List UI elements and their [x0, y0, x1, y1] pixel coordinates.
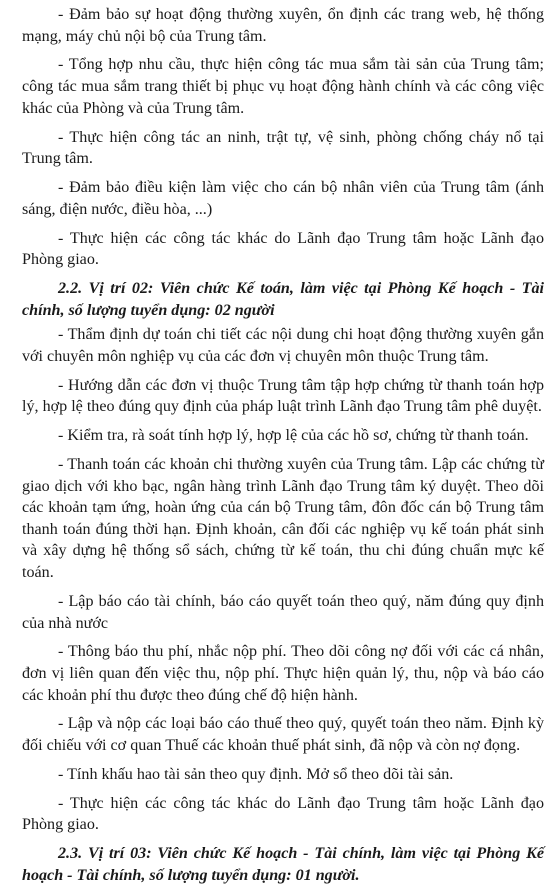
duty-item: - Đảm bảo sự hoạt động thường xuyên, ổn định các trang web, hệ thống mạng, máy chủ nội bộ của Trung tâm. [22, 6, 544, 45]
duty-item: - Lập báo cáo tài chính, báo cáo quyết toán theo quý, năm đúng quy định của nhà nước [22, 592, 544, 632]
document-page [22, 4, 544, 890]
duty-item: - Kiểm tra, rà soát tính hợp lý, hợp lệ của các hồ sơ, chứng từ thanh toán. [58, 427, 529, 445]
duty-item: - Thẩm định dự toán chi tiết các nội dung chi hoạt động thường xuyên gắn với chuyên môn nghiệp vụ của các đơn vị chuyên môn thuộc Trung tâm. [22, 326, 544, 365]
duty-item: - Thanh toán các khoản chi thường xuyên của Trung tâm. Lập các chứng từ giao dịch với kho bạc, ngân hàng trình Lãnh đạo Trung tâm ký duyệt. Theo dõi các khoản tạm ứng, hoàn ứng của cán bộ Trung tâm, đôn đốc cán bộ Trung tâm thanh toán đúng thời hạn. Định khoản, cân đối các nghiệp vụ kế toán phát sinh và xây dựng hệ thống sổ sách, chứng từ kế toán, thu chi đúng chuẩn mực kế toán. [22, 456, 544, 582]
duty-item: - Hướng dẫn các đơn vị thuộc Trung tâm tập hợp chứng từ thanh toán hợp lý, hợp lệ theo đúng quy định của pháp luật trình Lãnh đạo Trung tâm phê duyệt. [22, 376, 544, 416]
duty-item: - Thực hiện các công tác khác do Lãnh đạo Trung tâm hoặc Lãnh đạo Phòng giao. [22, 229, 544, 269]
duty-item: - Đảm bảo điều kiện làm việc cho cán bộ nhân viên của Trung tâm (ánh sáng, điện nước, điều hòa, ...) [22, 179, 544, 218]
section-heading-2-2: 2.2. Vị trí 02: Viên chức Kế toán, làm việc tại Phòng Kế hoạch - Tài chính, số lượng tuyển dụng: 02 người [22, 280, 544, 319]
duty-item: - Lập và nộp các loại báo cáo thuế theo quý, quyết toán theo năm. Định kỳ đối chiếu với cơ quan Thuế các khoản thuế phát sinh, đã nộp và còn nợ đọng. [22, 715, 544, 755]
section-heading-2-3: 2.3. Vị trí 03: Viên chức Kế hoạch - Tài chính, làm việc tại Phòng Kế hoạch - Tài chính, số lượng tuyển dụng: 01 người. [22, 845, 544, 884]
duty-item: - Thực hiện các công tác khác do Lãnh đạo Trung tâm hoặc Lãnh đạo Phòng giao. [22, 794, 544, 834]
duty-item: - Tính khấu hao tài sản theo quy định. Mở sổ theo dõi tài sản. [58, 765, 454, 783]
duty-item: - Thông báo thu phí, nhắc nộp phí. Theo dõi công nợ đối với các cá nhân, đơn vị liên quan đến việc thu, nộp phí. Thực hiện quản lý, thu, nộp và báo cáo các khoản phí thu được theo đúng chế độ hiện hành. [22, 643, 544, 704]
duty-item: - Tổng hợp nhu cầu, thực hiện công tác mua sắm tài sản của Trung tâm; công tác mua sắm trang thiết bị phục vụ hoạt động hành chính và các công việc khác của Phòng và của Trung tâm. [22, 56, 544, 117]
duty-item: - Thực hiện công tác an ninh, trật tự, vệ sinh, phòng chống cháy nổ tại Trung tâm. [22, 128, 544, 168]
